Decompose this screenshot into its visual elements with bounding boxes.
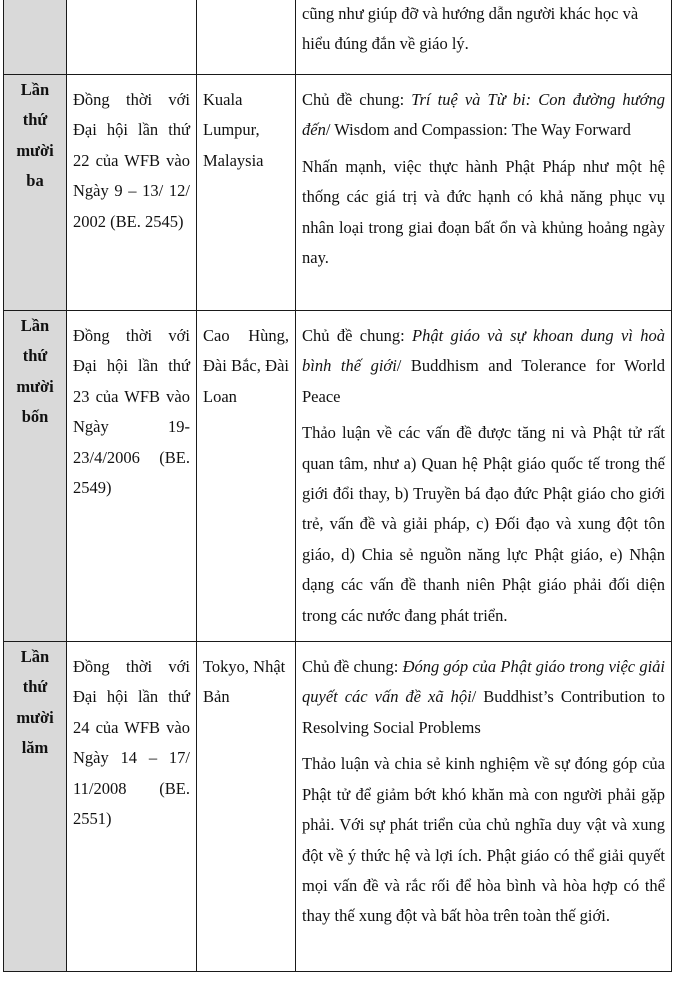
description-cell: [296, 75, 672, 311]
theme-line: Chủ đề chung: Đóng góp của Phật giáo trong việc giải quyết các vấn đề xã hội/ Buddhist’s Contribution to Resolving Social Problems: [302, 657, 665, 737]
occasion-cell: Đồng thời với Đại hội lần thứ 23 của WFB vào Ngày 19-23/4/2006 (BE. 2549): [67, 311, 197, 642]
theme-vi: Đóng góp của Phật giáo trong việc giải quyết các vấn đề xã hội: [302, 657, 665, 707]
continuation-line: cũng như giúp đỡ và hướng dẫn người khác học và: [302, 4, 639, 23]
continuation-line: hiểu đúng đắn về giáo lý.: [302, 34, 469, 54]
location-cell: [197, 0, 296, 75]
location-cell: Tokyo, Nhật Bản: [197, 642, 296, 972]
label-cell: [4, 0, 67, 75]
theme-vi: Phật giáo và sự khoan dung vì hoà bình thế giới: [302, 326, 665, 376]
occasion-cell: Đồng thời với Đại hội lần thứ 24 của WFB vào Ngày 14 – 17/ 11/2008 (BE. 2551): [67, 642, 197, 972]
description-cell: [296, 311, 672, 642]
description-text: Thảo luận về các vấn đề được tăng ni và Phật tử rất quan tâm, như a) Quan hệ Phật giáo quốc tế trong thế giới đổi thay, b) Truyền bá đạo đức Phật giáo cho giới trẻ, vấn đề và giải pháp, c) Đối đạo và xung đột tôn giáo, d) Chia sẻ nguồn năng lực Phật giáo, e) Nhận dạng các vấn đề thanh niên Phật giáo phải đối diện trong các nước đang phát triển.: [302, 423, 665, 625]
description-text: Nhấn mạnh, việc thực hành Phật Pháp như một hệ thống các giá trị và đức hạnh có khả năng phục vụ nhân loại trong giai đoạn bất ổn và khủng hoảng ngày nay.: [302, 156, 665, 268]
location-cell: Kuala Lumpur, Malaysia: [197, 75, 296, 311]
table-row-continuation: [4, 0, 672, 75]
theme-vi: Trí tuệ và Từ bi: Con đường hướng đến: [302, 90, 665, 140]
theme-en: / Buddhist’s Contribution to Resolving Social Problems: [302, 687, 665, 737]
session-label: Lần thứ mười bốn: [4, 311, 67, 642]
table-row: [4, 311, 672, 642]
description-cell: [296, 0, 672, 75]
description-cell: [296, 642, 672, 972]
session-label: Lần thứ mười ba: [4, 75, 67, 311]
conference-table: [3, 0, 672, 972]
session-label: Lần thứ mười lăm: [4, 642, 67, 972]
table-row: [4, 75, 672, 311]
table-row: [4, 642, 672, 972]
theme-line: Chủ đề chung: Phật giáo và sự khoan dung vì hoà bình thế giới/ Buddhism and Tolerance for World Peace: [302, 326, 666, 406]
theme-en: / Wisdom and Compassion: The Way Forward: [325, 120, 631, 140]
description-text: Thảo luận và chia sẻ kinh nghiệm về sự đóng góp của Phật tử để giảm bớt khó khăn mà con người phải gặp phải. Với sự phát triển của chủ nghĩa duy vật và xung đột về ý thức hệ và lợi ích. Phật giáo có thể giải quyết mọi vấn đề và rắc rối để hòa bình và hòa hợp có thể thay thế xung đột và bất hòa trên toàn thế giới.: [302, 754, 665, 926]
occasion-cell: Đồng thời với Đại hội lần thứ 22 của WFB vào Ngày 9 – 13/ 12/ 2002 (BE. 2545): [67, 75, 197, 311]
theme-en: / Buddhism and Tolerance for World Peace: [302, 356, 666, 406]
location-cell: Cao Hùng, Đài Bắc, Đài Loan: [197, 311, 296, 642]
occasion-cell: [67, 0, 197, 75]
theme-line: Chủ đề chung: Trí tuệ và Từ bi: Con đường hướng đến/ Wisdom and Compassion: The Way Forward: [302, 90, 665, 140]
